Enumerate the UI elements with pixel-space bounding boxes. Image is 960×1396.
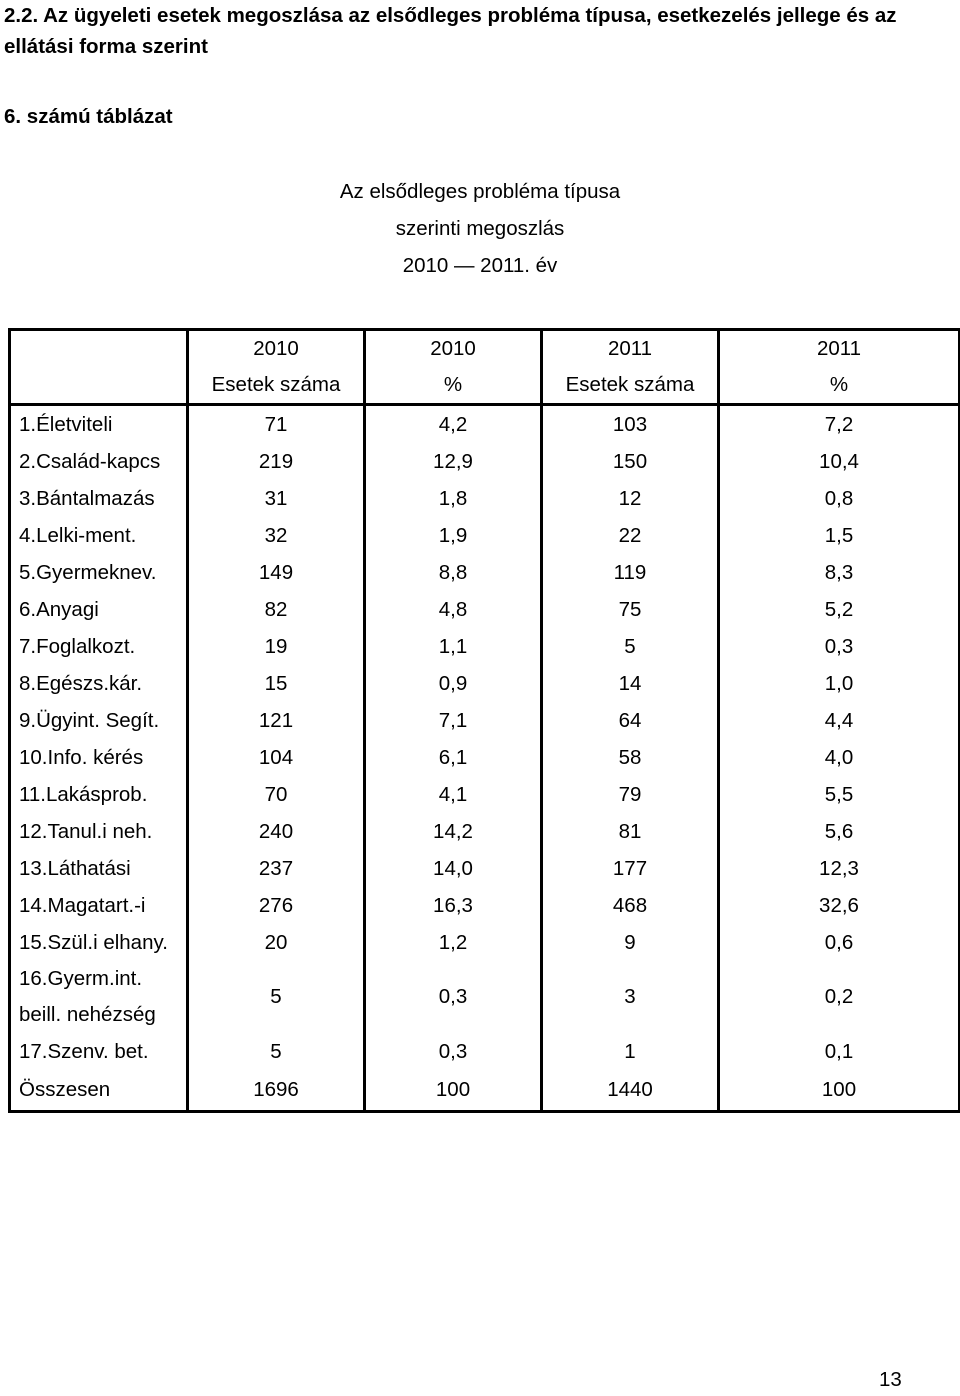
- cases-2010: 121: [188, 702, 365, 739]
- cases-2010: 104: [188, 739, 365, 776]
- table-caption-line-1: Az elsődleges probléma típusa: [339, 180, 621, 203]
- row-label: 4.Lelki-ment.: [10, 517, 188, 554]
- table-row: [10, 924, 960, 961]
- table-row: [10, 739, 960, 776]
- cases-2011: 103: [542, 405, 719, 444]
- year-header: 2011: [542, 330, 719, 367]
- table-row: [10, 1033, 960, 1070]
- percent-2010: 1,1: [365, 628, 542, 665]
- cases-2011: 81: [542, 813, 719, 850]
- percent-2011: 0,2: [719, 961, 960, 1033]
- row-label: 14.Magatart.-i: [10, 887, 188, 924]
- table-row: [10, 628, 960, 665]
- table-row: [10, 554, 960, 591]
- cases-2011: 9: [542, 924, 719, 961]
- row-label: 13.Láthatási: [10, 850, 188, 887]
- sub-header-row: [10, 366, 960, 405]
- percent-2010: 4,1: [365, 776, 542, 813]
- percent-2010: 0,9: [365, 665, 542, 702]
- percent-2011: 4,4: [719, 702, 960, 739]
- year-header: 2011: [719, 330, 960, 367]
- percent-2010: 0,3: [365, 961, 542, 1033]
- percent-2011: 5,2: [719, 591, 960, 628]
- percent-2011: 1,0: [719, 665, 960, 702]
- cases-2010: 240: [188, 813, 365, 850]
- table-row: [10, 517, 960, 554]
- cases-2011: 12: [542, 480, 719, 517]
- cases-2010: 219: [188, 443, 365, 480]
- table-row: [10, 443, 960, 480]
- section-heading: 2.2. Az ügyeleti esetek megoszlása az elsődleges probléma típusa, esetkezelés jellege és az ellátási forma szerint: [4, 4, 897, 58]
- cases-2010: 149: [188, 554, 365, 591]
- row-label: 7.Foglalkozt.: [10, 628, 188, 665]
- cases-2010: 32: [188, 517, 365, 554]
- percent-2011: 12,3: [719, 850, 960, 887]
- percent-2011: 5,5: [719, 776, 960, 813]
- row-label: 9.Ügyint. Segít.: [10, 702, 188, 739]
- percent-2010: 6,1: [365, 739, 542, 776]
- percent-2011: 5,6: [719, 813, 960, 850]
- cases-2010: 5: [188, 961, 365, 1033]
- percent-2010: 100: [365, 1070, 542, 1112]
- percent-2010: 1,9: [365, 517, 542, 554]
- corner-cell: [10, 366, 188, 405]
- row-label: 17.Szenv. bet.: [10, 1033, 188, 1070]
- percent-2011: 4,0: [719, 739, 960, 776]
- percent-2010: 1,2: [365, 924, 542, 961]
- cases-2011: 3: [542, 961, 719, 1033]
- cases-2010: 237: [188, 850, 365, 887]
- percent-2010: 7,1: [365, 702, 542, 739]
- percent-2011: 7,2: [719, 405, 960, 444]
- percent-2010: 0,3: [365, 1033, 542, 1070]
- table-row: [10, 480, 960, 517]
- cases-2010: 71: [188, 405, 365, 444]
- table-number: 6. számú táblázat: [4, 105, 173, 128]
- row-label: 1.Életviteli: [10, 405, 188, 444]
- cases-2011: 468: [542, 887, 719, 924]
- cases-2011: 150: [542, 443, 719, 480]
- problem-type-table: [8, 328, 960, 1113]
- cases-2010: 15: [188, 665, 365, 702]
- row-label: 11.Lakásprob.: [10, 776, 188, 813]
- percent-2011: 0,3: [719, 628, 960, 665]
- percent-2010: 14,0: [365, 850, 542, 887]
- percent-2011: 0,8: [719, 480, 960, 517]
- cases-2011: 177: [542, 850, 719, 887]
- row-label: 15.Szül.i elhany.: [10, 924, 188, 961]
- percent-2011: 0,6: [719, 924, 960, 961]
- percent-2010: 8,8: [365, 554, 542, 591]
- cases-2011: 14: [542, 665, 719, 702]
- percent-2011: 8,3: [719, 554, 960, 591]
- percent-2011: 10,4: [719, 443, 960, 480]
- percent-2010: 1,8: [365, 480, 542, 517]
- percent-2011: 32,6: [719, 887, 960, 924]
- cases-2010: 276: [188, 887, 365, 924]
- percent-2011: 0,1: [719, 1033, 960, 1070]
- table-row: [10, 850, 960, 887]
- cases-2010: 5: [188, 1033, 365, 1070]
- cases-2011: 22: [542, 517, 719, 554]
- percent-2010: 4,2: [365, 405, 542, 444]
- table-row: [10, 961, 960, 1033]
- year-header: 2010: [188, 330, 365, 367]
- year-header-row: [10, 330, 960, 367]
- table-caption-line-2: szerinti megoszlás: [395, 217, 565, 240]
- cases-2011: 75: [542, 591, 719, 628]
- table-caption-line-3: 2010 — 2011. év: [402, 254, 558, 277]
- year-header: 2010: [365, 330, 542, 367]
- row-label: 8.Egészs.kár.: [10, 665, 188, 702]
- row-label: 6.Anyagi: [10, 591, 188, 628]
- sub-header: Esetek száma: [542, 366, 719, 405]
- row-label: 2.Család-kapcs: [10, 443, 188, 480]
- cases-2011: 5: [542, 628, 719, 665]
- sub-header: Esetek száma: [188, 366, 365, 405]
- cases-2010: 82: [188, 591, 365, 628]
- cases-2011: 64: [542, 702, 719, 739]
- percent-2011: 100: [719, 1070, 960, 1112]
- cases-2011: 79: [542, 776, 719, 813]
- sub-header: %: [365, 366, 542, 405]
- cases-2011: 1: [542, 1033, 719, 1070]
- percent-2011: 1,5: [719, 517, 960, 554]
- table-row: [10, 665, 960, 702]
- table-row: [10, 1070, 960, 1112]
- row-label: 10.Info. kérés: [10, 739, 188, 776]
- sub-header: %: [719, 366, 960, 405]
- row-label: 16.Gyerm.int. beill. nehézség: [10, 961, 188, 1033]
- percent-2010: 14,2: [365, 813, 542, 850]
- percent-2010: 12,9: [365, 443, 542, 480]
- cases-2010: 31: [188, 480, 365, 517]
- cases-2010: 20: [188, 924, 365, 961]
- cases-2010: 70: [188, 776, 365, 813]
- percent-2010: 4,8: [365, 591, 542, 628]
- corner-cell: [10, 330, 188, 367]
- cases-2011: 119: [542, 554, 719, 591]
- table-row: [10, 702, 960, 739]
- percent-2010: 16,3: [365, 887, 542, 924]
- cases-2011: 1440: [542, 1070, 719, 1112]
- table-row: [10, 813, 960, 850]
- table-row: [10, 776, 960, 813]
- cases-2011: 58: [542, 739, 719, 776]
- table-row: [10, 591, 960, 628]
- row-label: 3.Bántalmazás: [10, 480, 188, 517]
- cases-2010: 1696: [188, 1070, 365, 1112]
- table-row: [10, 405, 960, 444]
- row-label: 5.Gyermeknev.: [10, 554, 188, 591]
- row-label: Összesen: [10, 1070, 188, 1112]
- page-number: 13: [879, 1368, 902, 1391]
- cases-2010: 19: [188, 628, 365, 665]
- table-row: [10, 887, 960, 924]
- row-label: 12.Tanul.i neh.: [10, 813, 188, 850]
